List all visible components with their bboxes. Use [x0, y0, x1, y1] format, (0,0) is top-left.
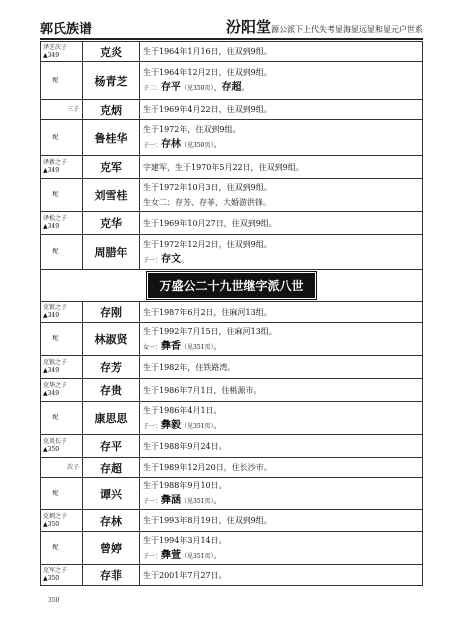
relation-cell [41, 402, 83, 435]
table-row [41, 42, 423, 62]
member-name: 曾婷 [83, 532, 140, 565]
header-rule [40, 38, 423, 40]
info-text: 存平 [161, 82, 182, 93]
table-row [41, 478, 423, 510]
member-info [140, 458, 423, 478]
info-text: 。 [181, 254, 190, 264]
info-text: （见351页） [181, 422, 214, 430]
info-text: 生于1987年6月2日，住麻河13组。 [143, 307, 272, 317]
relation-cell [41, 62, 83, 100]
member-name: 存平 [83, 435, 140, 458]
member-info [140, 62, 423, 100]
info-text: 字建军，生于1970年5月22日，住双到9组。 [143, 162, 304, 172]
lineage-subtitle: 源公派下上代失考显海显远显和显元户世系 [271, 25, 423, 34]
info-text: 。 [241, 83, 250, 92]
info-text: 存林 [161, 139, 182, 150]
table-row [41, 510, 423, 532]
relation-label: 配 [52, 489, 59, 497]
info-text: 生于1972年12月2日，住双到9组。 [143, 239, 272, 249]
relation-cell [41, 379, 83, 402]
info-text: 生于1964年12月2日，住双到9组。 [143, 68, 272, 77]
member-name: 杨青芝 [83, 62, 140, 100]
info-text: 子一： [143, 552, 162, 560]
info-text: 彝香 [161, 340, 182, 352]
table-row [41, 62, 423, 100]
relation-cell [41, 235, 83, 270]
member-name: 存菲 [83, 565, 140, 586]
relation-label: 次子 [66, 463, 79, 471]
info-line [143, 80, 422, 96]
info-line [143, 160, 422, 175]
relation-label: 配 [52, 133, 59, 141]
info-line [143, 460, 422, 475]
member-info [140, 42, 423, 62]
relation-cell [41, 435, 83, 458]
member-info [140, 212, 423, 235]
member-name: 克炳 [83, 100, 140, 120]
member-name: 克军 [83, 156, 140, 179]
member-info [140, 478, 423, 510]
relation-cell [41, 565, 83, 586]
section-row [41, 270, 423, 302]
info-text: 生于1972年10月3日，住双到9组。 [143, 183, 272, 192]
info-line [143, 418, 422, 434]
table-row [41, 323, 423, 356]
page-number: 350 [48, 597, 60, 604]
info-text: 生于1993年8月19日，住双到9组。 [143, 516, 272, 525]
info-line [143, 252, 422, 268]
table-row [41, 458, 423, 478]
info-line [143, 548, 422, 564]
member-name: 存芳 [83, 356, 140, 379]
page-reference: ▲349 [43, 312, 60, 319]
member-info [140, 402, 423, 435]
relation-cell [41, 356, 83, 379]
member-name: 存刚 [83, 302, 140, 323]
info-text: 生于1989年12月20日，住长沙市。 [143, 463, 272, 472]
info-line [143, 493, 422, 509]
page-reference: ▲349 [43, 367, 60, 374]
page-header [40, 16, 423, 38]
table-row [41, 120, 423, 156]
member-name: 谭兴 [83, 478, 140, 510]
info-text: 彝毅 [161, 419, 182, 431]
info-text: 生女二：存芳、存菲，大婚游洪锋。 [143, 198, 271, 207]
info-line [143, 383, 422, 398]
member-name: 克华 [83, 212, 140, 235]
member-info [140, 302, 423, 323]
info-line [143, 439, 422, 454]
relation-label: 克银之子 [43, 359, 68, 366]
relation-cell [41, 532, 83, 565]
page-reference: ▲349 [43, 390, 60, 397]
generation-banner: 万盛公二十九世继字派八世 [148, 273, 314, 298]
relation-cell [41, 100, 83, 120]
info-line [143, 360, 422, 375]
relation-label: 克军之子 [43, 567, 68, 574]
member-info [140, 435, 423, 458]
table-row [41, 435, 423, 458]
member-name: 克炎 [83, 42, 140, 62]
member-info [140, 379, 423, 402]
table-row [41, 379, 423, 402]
info-text: 存超 [221, 82, 242, 93]
table-row [41, 100, 423, 120]
info-text: 女一： [143, 343, 162, 351]
relation-label: 配 [52, 414, 59, 421]
member-info [140, 532, 423, 565]
section-cell [41, 270, 423, 302]
info-text: 子一： [143, 142, 162, 149]
info-line [143, 305, 422, 320]
page-reference: ▲349 [43, 223, 60, 230]
relation-cell [41, 42, 83, 62]
member-info [140, 156, 423, 179]
info-text: （见350页） [181, 85, 214, 92]
member-info [140, 120, 423, 156]
info-line [143, 44, 422, 59]
info-line [143, 122, 422, 137]
relation-label: 配 [52, 544, 59, 551]
info-line [143, 102, 422, 117]
table-row [41, 356, 423, 379]
member-name: 康思思 [83, 402, 140, 435]
info-text: 生于1982年，住铁路湾。 [143, 362, 236, 372]
relation-label: 泽新之子 [43, 159, 68, 166]
info-text: 生于2001年7月27日。 [143, 570, 227, 580]
info-line [143, 403, 422, 418]
member-name: 鲁桂华 [83, 120, 140, 156]
member-info [140, 235, 423, 270]
table-row [41, 402, 423, 435]
info-text: 生于1992年7月15日，住麻河13组。 [143, 326, 277, 336]
info-text: 生于1969年4月22日，住双到9组。 [143, 105, 272, 114]
relation-cell [41, 323, 83, 356]
info-line [143, 137, 422, 153]
info-text: 、 [213, 83, 222, 92]
table-row [41, 235, 423, 270]
info-text: 生于1969年10月27日，住双到9组。 [143, 218, 277, 228]
member-info [140, 100, 423, 120]
member-info [140, 179, 423, 212]
info-text: 存文 [161, 253, 182, 265]
member-name: 周腊年 [83, 235, 140, 270]
relation-label: 克华之子 [43, 382, 68, 389]
member-info [140, 323, 423, 356]
relation-label: 克炳之子 [43, 512, 68, 520]
book-title: 郭氏族谱 [40, 22, 93, 37]
page-reference: ▲350 [43, 446, 60, 453]
relation-label: 三子 [66, 105, 79, 113]
info-line [143, 478, 422, 493]
info-text: （见351页） [181, 552, 214, 560]
info-line [143, 195, 422, 210]
relation-cell [41, 156, 83, 179]
info-text: （见350页） [181, 142, 214, 149]
table-row [41, 532, 423, 565]
info-text: 彝涵 [161, 495, 182, 506]
table-row [41, 156, 423, 179]
relation-label: 配 [52, 248, 59, 255]
member-name: 刘雪桂 [83, 179, 140, 212]
genealogy-table [40, 41, 423, 586]
member-info [140, 356, 423, 379]
info-text: 生于1964年1月16日，住双到9组。 [143, 47, 272, 56]
info-text: 。 [213, 341, 222, 351]
page-reference: ▲349 [43, 51, 60, 59]
relation-cell [41, 179, 83, 212]
info-line [143, 339, 422, 355]
info-line [143, 216, 422, 231]
info-line [143, 533, 422, 548]
hall-name: 汾阳堂 [225, 18, 271, 36]
lineage-heading [226, 16, 423, 37]
info-text: 彝萱 [161, 549, 182, 561]
relation-cell [41, 458, 83, 478]
member-name: 林淑贤 [83, 323, 140, 356]
relation-cell [41, 120, 83, 156]
info-line [143, 180, 422, 195]
info-text: 。 [213, 420, 222, 430]
relation-label: 配 [52, 76, 59, 84]
table-row [41, 212, 423, 235]
page-reference: ▲350 [43, 575, 60, 582]
member-name: 存超 [83, 458, 140, 478]
info-text: 子一： [143, 498, 162, 505]
info-text: 。 [213, 140, 222, 149]
info-text: 子一： [143, 256, 162, 264]
member-name: 存贵 [83, 379, 140, 402]
info-text: 。 [213, 550, 222, 560]
info-text: 生于1986年4月1日。 [143, 405, 222, 415]
relation-label: 克银之子 [43, 304, 68, 311]
member-info [140, 510, 423, 532]
table-row [41, 565, 423, 586]
relation-label: 泽芝次子 [43, 43, 68, 51]
info-text: 生于1972年，住双到9组。 [143, 125, 241, 134]
info-text: 。 [213, 496, 222, 505]
table-row [41, 179, 423, 212]
info-text: 子一： [143, 422, 162, 430]
relation-cell [41, 478, 83, 510]
info-text: （见351页） [181, 498, 214, 505]
relation-label: 配 [52, 191, 59, 198]
info-text: （见351页） [181, 343, 214, 351]
table-row [41, 302, 423, 323]
info-line [143, 324, 422, 339]
relation-cell [41, 302, 83, 323]
info-text: 生于1988年9月24日。 [143, 441, 227, 451]
relation-label: 泽松之子 [43, 215, 68, 222]
info-line [143, 513, 422, 528]
info-line [143, 237, 422, 252]
relation-cell [41, 212, 83, 235]
info-text: 生于1986年7月1日，住桃源市。 [143, 385, 262, 395]
page-reference: ▲350 [43, 520, 60, 528]
info-text: 生于1988年9月10日。 [143, 481, 227, 490]
info-text: 生于1994年3月14日。 [143, 535, 227, 545]
relation-label: 配 [52, 335, 59, 342]
info-line [143, 568, 422, 583]
relation-cell [41, 510, 83, 532]
info-line [143, 65, 422, 80]
page-reference: ▲349 [43, 167, 60, 174]
relation-label: 克炎长子 [43, 438, 68, 445]
info-text: 子二： [143, 85, 162, 92]
member-info [140, 565, 423, 586]
member-name: 存林 [83, 510, 140, 532]
